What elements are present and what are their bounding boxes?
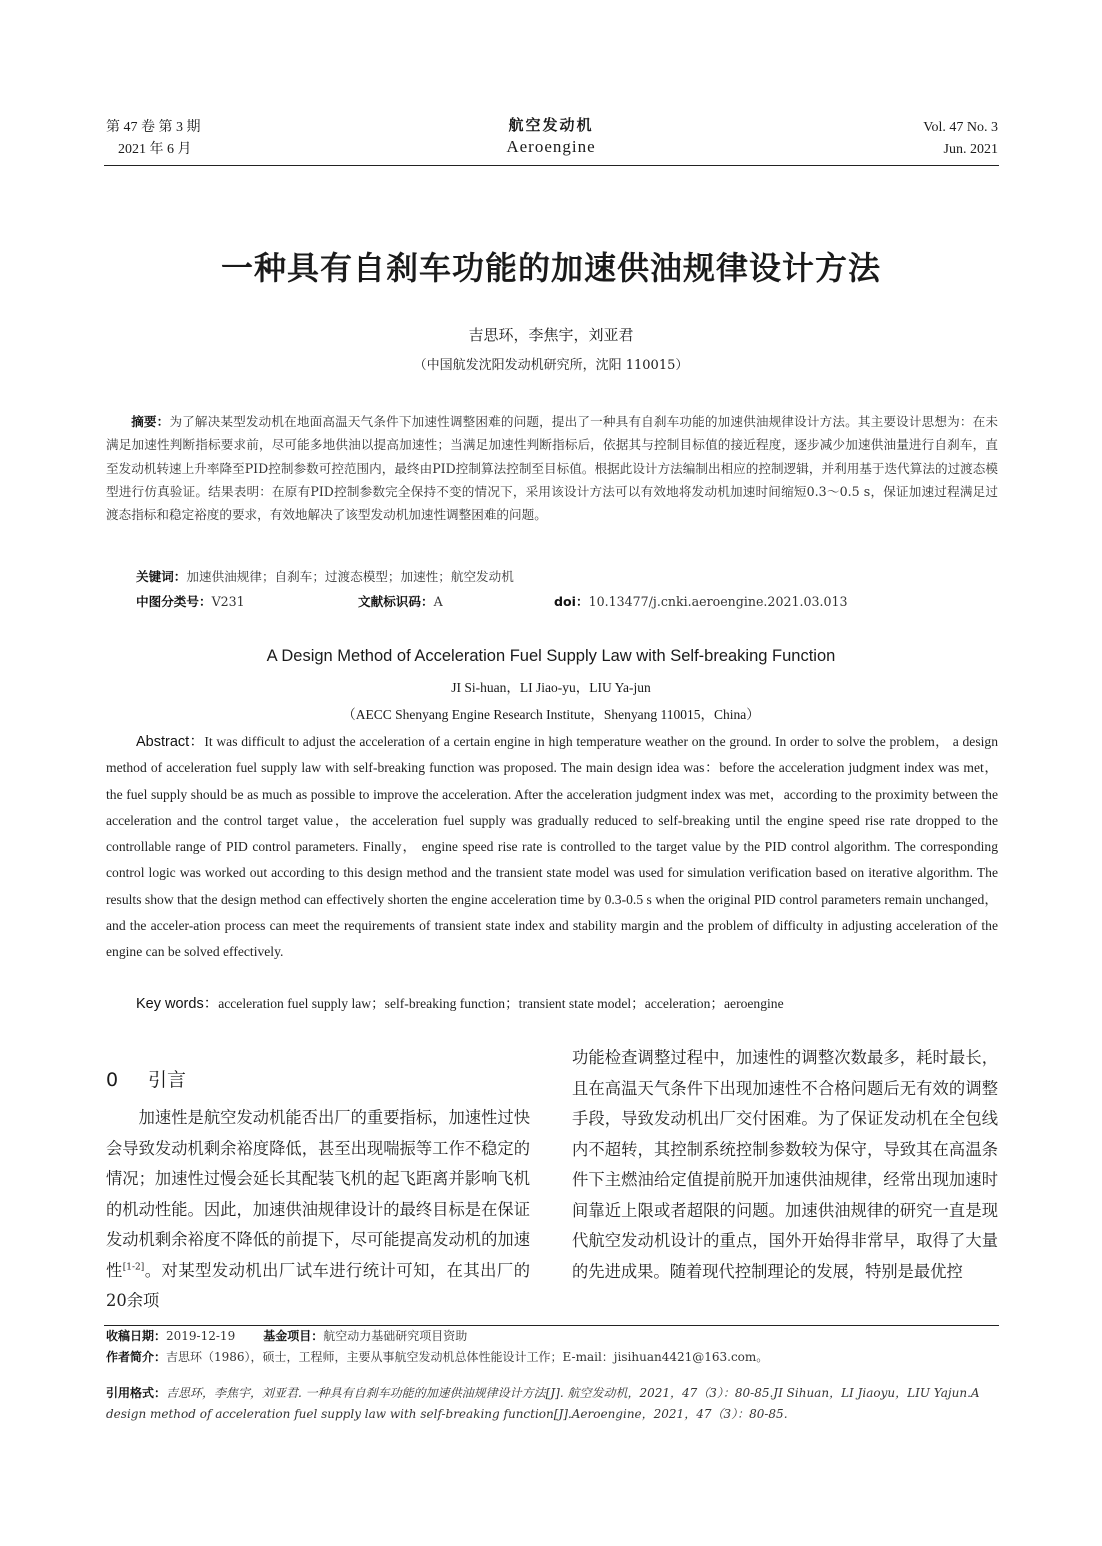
citation-ref: [1-2] xyxy=(122,1262,145,1273)
body-column-left xyxy=(106,1103,530,1317)
abstract-en-text: It was difficult to adjust the acceleration of a certain engine in high temperature weather on the ground. In order to solve the problem， a design method of acceleration fuel supply law with self-breaking function was proposed. The main design idea was：before the acceleration judgment index was met，the fuel supply should be as much as possible to improve the acceleration. After the acceleration judgment index was met，according to the proximity between the acceleration and the control target value，the acceleration fuel supply was gradually reduced to self-breaking until the engine speed rise rate dropped to the controllable range of PID control parameters. Finally， engine speed rise rate is controlled to the target value by the PID control algorithm. The corresponding control logic was worked out according to this design method and the transient state model was used for simulation verification based on iterative algorithm. The results show that the design method can effectively shorten the engine acceleration time by 0.3-0.5 s when the original PID control parameters remain unchanged，and the acceler-ation process can meet the requirements of transient state index and stability margin and the problem of difficulty in adjusting acceleration of the engine can be solved effectively. xyxy=(106,734,999,960)
abstract-en-label: Abstract： xyxy=(136,734,205,750)
section-number: 0 xyxy=(106,1069,119,1091)
section-title: 引言 xyxy=(148,1069,187,1091)
abstract-en xyxy=(106,729,998,966)
journal-name-en: Aeroengine xyxy=(506,137,596,156)
date-cn: 2021 年 6 月 xyxy=(118,142,192,157)
clc-number: 中图分类号：V231 xyxy=(136,594,245,609)
body-column-right xyxy=(572,1043,998,1287)
affiliation-en: （AECC Shenyang Engine Research Institute，Shenyang 110015，China） xyxy=(342,707,760,722)
document-code: 文献标识码：A xyxy=(358,594,443,609)
volume-issue-cn: 第 47 卷 第 3 期 xyxy=(106,120,201,135)
authors-en: JI Si-huan，LI Jiao-yu，LIU Ya-jun xyxy=(451,680,651,695)
keywords-en xyxy=(136,992,784,1013)
footnote-dates: 收稿日期：2019-12-19 基金项目：航空动力基础研究项目资助 xyxy=(106,1329,468,1343)
citation-label: 引用格式： xyxy=(106,1386,167,1400)
header-rule xyxy=(104,165,999,166)
paper-title-cn: 一种具有自刹车功能的加速供油规律设计方法 xyxy=(220,249,881,287)
journal-name-cn: 航空发动机 xyxy=(508,116,594,134)
citation-text: 吉思环，李焦宇，刘亚君. 一种具有自刹车功能的加速供油规律设计方法[J]. 航空发动机，2021，47（3）：80-85.JI Sihuan，LI Jiaoyu，LIU Yajun.A design method of acceleration fuel supply law with self-breaking function[J].Aeroengine，2021，47（3）：80-85. xyxy=(106,1386,980,1421)
intro-paragraph: 加速性是航空发动机能否出厂的重要指标，加速性过快会导致发动机剩余裕度降低，甚至出现喘振等工作不稳定的情况；加速性过慢会延长其配装飞机的起飞距离并影响飞机的机动性能。因此，加速供油规律设计的最终目标是在保证发动机剩余裕度不降低的前提下，尽可能提高发动机的加速性 xyxy=(106,1108,530,1280)
date-en: Jun. 2021 xyxy=(943,142,998,157)
keywords-cn-text: 加速供油规律；自刹车；过渡态模型；加速性；航空发动机 xyxy=(186,569,514,584)
keywords-cn-label: 关键词： xyxy=(136,569,187,584)
abstract-cn xyxy=(106,410,998,526)
received-date: 2019-12-19 xyxy=(166,1329,236,1343)
affiliation-cn: （中国航发沈阳发动机研究所，沈阳 110015） xyxy=(413,358,689,373)
intro-paragraph-right: 功能检查调整过程中，加速性的调整次数最多，耗时最长，且在高温天气条件下出现加速性不合格问题后无有效的调整手段，导致发动机出厂交付困难。为了保证发动机在全包线内不超转，其控制系统控制参数较为保守，导致其在高温条件下主燃油给定值提前脱开加速供油规律，经常出现加速时间靠近上限或者超限的问题。加速供油规律的研究一直是现代航空发动机设计的重点，国外开始得非常早，取得了大量的先进成果。随着现代控制理论的发展，特别是最优控 xyxy=(572,1048,998,1281)
header-right xyxy=(923,117,998,161)
citation-format xyxy=(106,1383,998,1425)
authors-cn: 吉思环，李焦宇，刘亚君 xyxy=(468,326,634,344)
paper-title-en: A Design Method of Acceleration Fuel Supply Law with Self-breaking Function xyxy=(266,647,836,665)
keywords-en-text: acceleration fuel supply law；self-breaking function；transient state model；acceleration；aeroengine xyxy=(218,996,784,1011)
volume-issue-en: Vol. 47 No. 3 xyxy=(923,120,998,135)
intro-paragraph-cont: 。对某型发动机出厂试车进行统计可知，在其出厂的20余项 xyxy=(106,1260,530,1310)
footnote-author-bio: 作者简介：吉思环（1986），硕士，工程师，主要从事航空发动机总体性能设计工作；E-mail：jisihuan4421@163.com。 xyxy=(106,1350,769,1364)
keywords-en-label: Key words： xyxy=(136,996,219,1012)
section-heading xyxy=(106,1065,186,1092)
keywords-cn xyxy=(136,565,514,588)
fund-project: 航空动力基础研究项目资助 xyxy=(323,1329,468,1343)
abstract-cn-text: 为了解决某型发动机在地面高温天气条件下加速性调整困难的问题，提出了一种具有自刹车功能的加速供油规律设计方法。其主要设计思想为：在未满足加速性判断指标要求前，尽可能多地供油以提高加速性；当满足加速性判断指标后，依据其与控制目标值的接近程度，逐步减少加速供油量进行自刹车，直至发动机转速上升率降至PID控制参数可控范围内，最终由PID控制算法控制至目标值。根据此设计方法编制出相应的控制逻辑，并利用基于迭代算法的过渡态模型进行仿真验证。结果表明：在原有PID控制参数完全保持不变的情况下，采用该设计方法可以有效地将发动机加速时间缩短0.3～0.5 s，保证加速过程满足过渡态指标和稳定裕度的要求，有效地解决了该型发动机加速性调整困难的问题。 xyxy=(106,414,999,523)
author-bio: 吉思环（1986），硕士，工程师，主要从事航空发动机总体性能设计工作；E-mail：jisihuan4421@163.com。 xyxy=(166,1350,769,1364)
abstract-cn-label: 摘要： xyxy=(131,414,170,429)
doi: doi：10.13477/j.cnki.aeroengine.2021.03.013 xyxy=(554,594,848,609)
